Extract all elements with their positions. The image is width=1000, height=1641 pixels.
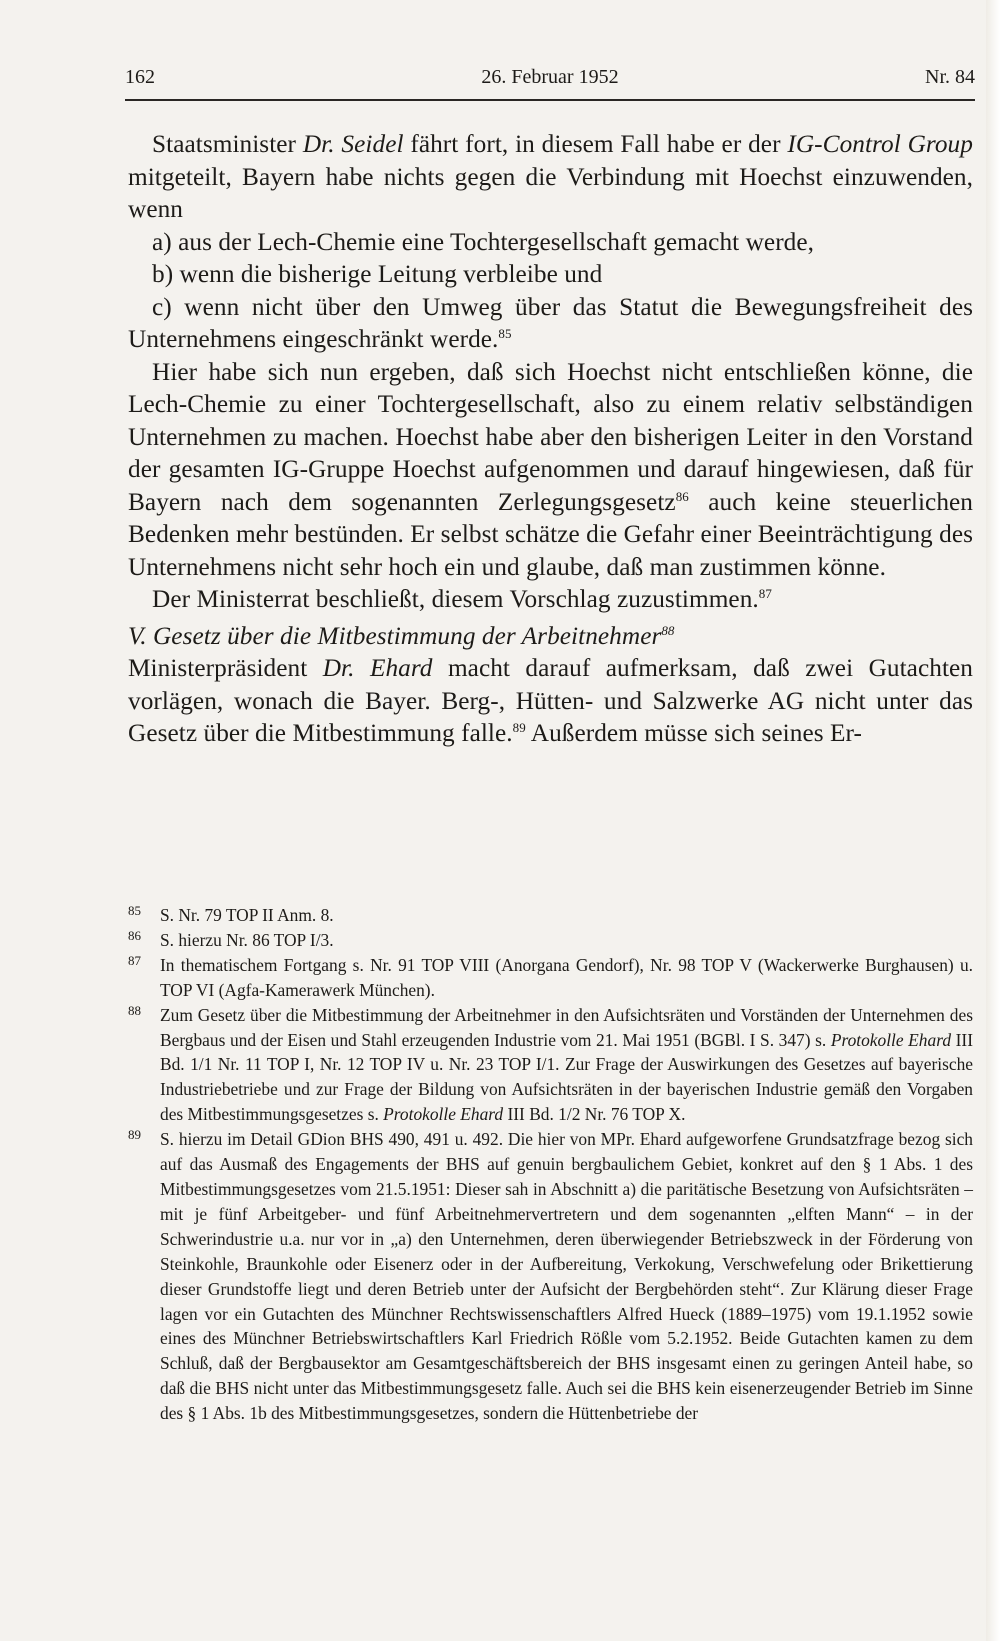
footnote-ref[interactable]: 87 (758, 586, 772, 601)
footnote-number: 89 (128, 1127, 141, 1143)
footnote-text: S. hierzu Nr. 86 TOP I/3. (160, 929, 334, 950)
paragraph-hoechst (128, 356, 973, 584)
page-gutter (986, 0, 1000, 1641)
footnote-number: 85 (128, 903, 141, 918)
footnote-text: In thematischem Fortgang s. Nr. 91 TOP VIII (Anorgana Gendorf), Nr. 98 TOP V (Wackerwerke Burghausen) u. TOP VI (Agfa-Kamerawerk München). (160, 954, 973, 1000)
footnote-85 (128, 903, 973, 928)
text-run: c) wenn nicht über den Umweg über das Statut die Bewegungsfreiheit des Unternehmens eingeschränkt werde. (128, 292, 973, 353)
text-run: mitgeteilt, Bayern habe nichts gegen die Verbindung mit Hoechst einzuwenden, wenn (128, 162, 973, 223)
section-heading (128, 620, 973, 653)
header-date: 26. Februar 1952 (481, 66, 619, 88)
header-rule (125, 99, 975, 101)
main-text (128, 128, 973, 750)
condition-b: b) wenn die bisherige Leitung verbleibe und (152, 260, 603, 288)
running-head (125, 62, 975, 100)
page-number: 162 (125, 66, 155, 88)
condition-c (128, 291, 973, 356)
footnote-number: 87 (128, 952, 141, 968)
footnote-text: S. hierzu im Detail GDion BHS 490, 491 u. 492. Die hier von MPr. Ehard aufgeworfene Grundsatzfrage bezog sich auf das Ausmaß des Engagements der BHS auf genuin bergbaulichem Gebiet, konkret auf den § 1 Abs. 1 des Mitbestimmungsgesetzes vom 21.5.1951: Dieser sah in Abschnitt a) die paritätische Besetzung von Aufsichtsräten – mit je fünf Arbeitgeber- und fünf Arbeitnehmervertretern und dem sogenannten „elften Mann“ – in der Schwerindustrie u.a. nur vor in „a) den Unternehmen, deren überwiegender Betriebszweck in der Förderung von Steinkohle, Braunkohle oder Eisenerz oder in der Aufbereitung, Verkokung, Verschwefelung oder Brikettierung dieser Grundstoffe liegt und deren Betrieb unter der Aufsicht der Bergbehörden steht“. Zur Klärung dieser Frage lagen vor ein Gutachten des Münchner Rechtswissenschaftlers Alfred Hueck (1889–1975) vom 19.1.1952 sowie eines des Münchner Betriebswirtschaftlers Karl Friedrich Rößle vom 5.2.1952. Beide Gutachten kamen zu dem Schluß, daß der Bergbausektor am Gesamtgeschäftsbereich der BHS insgesamt einen zu geringen Anteil habe, so daß die BHS nicht unter das Mitbestimmungsgesetz falle. Auch sei die BHS kein eisenerzeugender Betrieb im Sinne des § 1 Abs. 1b des Mitbestimmungsgesetzes, sondern die Hüttenbetriebe der (160, 1129, 973, 1424)
paragraph-ehard (128, 652, 973, 750)
section-title: V. Gesetz über die Mitbestimmung der Arbeitnehmer (128, 621, 662, 650)
paragraph-seidel (128, 128, 973, 226)
footnote-number: 88 (128, 1002, 141, 1018)
footnote-ref[interactable]: 85 (498, 326, 512, 341)
footnotes (128, 903, 973, 1426)
organisation-name: IG-Control Group (787, 130, 973, 158)
issue-number: Nr. 84 (925, 66, 975, 88)
footnote-89 (128, 1127, 973, 1426)
speaker-name: Dr. Ehard (322, 654, 433, 682)
resolution (128, 583, 973, 616)
footnote-ref[interactable]: 88 (661, 622, 675, 638)
footnote-text: Zum Gesetz über die Mitbestimmung der Arbeitnehmer in den Aufsichtsräten und Vorständen der Unternehmen des Bergbaus und der Eisen und Stahl erzeugenden Industrie vom 21. Mai 1951 (BGBl. I S. 347) s. (160, 1004, 973, 1050)
footnote-ref[interactable]: 89 (512, 720, 526, 735)
text-run: Außerdem müsse sich seines Er- (525, 719, 862, 747)
source-title: Protokolle Ehard (830, 1029, 952, 1050)
text-run: fährt fort, in diesem Fall habe er der (403, 130, 788, 158)
source-title: Protokolle Ehard (383, 1104, 504, 1125)
speaker-name: Dr. Seidel (302, 130, 404, 158)
footnote-text: S. Nr. 79 TOP II Anm. 8. (160, 905, 334, 925)
text-run: auch keine steuerlichen Bedenken mehr bestünden. Er selbst schätze die Gefahr einer Beeinträchtigung des Unternehmens nicht sehr hoch ein und glaube, daß man zustimmen könne. (128, 487, 973, 581)
text-run: Hier habe sich nun ergeben, daß sich Hoechst nicht entschließen könne, die Lech-Chemie zu einer Tochtergesellschaft, also zu einem relativ selbständigen Unternehmen zu machen. Hoechst habe aber den bisherigen Leiter in den Vorstand der gesamten IG-Gruppe Hoechst aufgenommen und darauf hingewiesen, daß für Bayern nach dem sogenannten Zerlegungsgesetz (128, 357, 973, 516)
text-run: Staatsminister (152, 130, 303, 158)
footnote-ref[interactable]: 86 (675, 488, 689, 504)
text-run: Ministerpräsident (128, 654, 323, 682)
footnote-88 (128, 1003, 973, 1128)
footnote-number: 86 (128, 927, 141, 943)
footnote-87 (128, 953, 973, 1003)
condition-a: a) aus der Lech-Chemie eine Tochtergesellschaft gemacht werde, (152, 227, 815, 256)
text-run: macht darauf aufmerksam, daß zwei Gutachten vorlägen, wonach die Bayer. Berg-, Hütten- und Salzwerke AG nicht unter das Gesetz über die Mitbestimmung falle. (128, 654, 973, 747)
footnote-86 (128, 928, 973, 953)
text-run: Der Ministerrat beschließt, diesem Vorschlag zuzustimmen. (152, 585, 759, 613)
footnote-text: III Bd. 1/2 Nr. 76 TOP X. (503, 1104, 686, 1125)
footnote-text: III Bd. 1/1 Nr. 11 TOP I, Nr. 12 TOP IV u. Nr. 23 TOP I/1. Zur Frage der Auswirkungen des Gesetzes auf bayerische Industriebetriebe und zur Frage der Bildung von Aufsichtsräten in der bayerischen Industrie gemäß den Vorgaben des Mitbestimmungsgesetzes s. (160, 1029, 973, 1125)
